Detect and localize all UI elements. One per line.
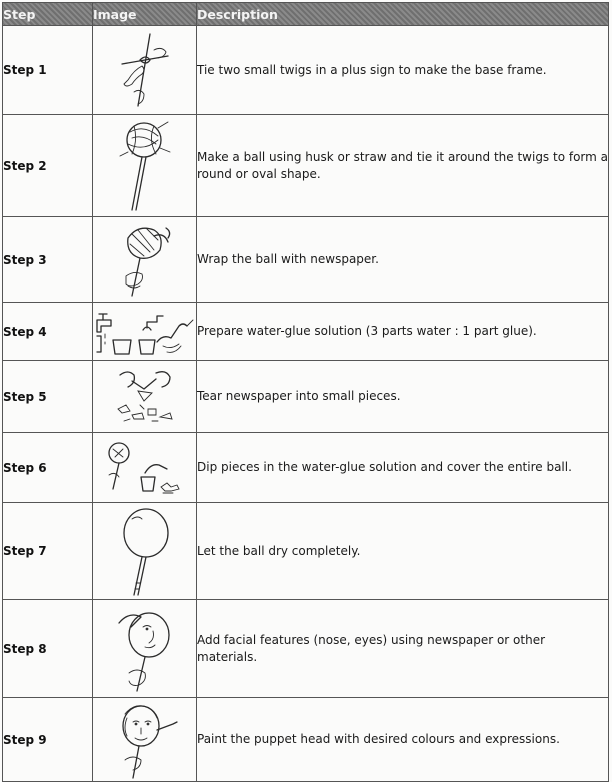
step-description: Paint the puppet head with desired colours and expressions. [197, 698, 609, 782]
table-row [3, 217, 609, 303]
step-label: Step 9 [3, 698, 93, 782]
step-description: Dip pieces in the water-glue solution and cover the entire ball. [197, 433, 609, 503]
step-description: Tear newspaper into small pieces. [197, 361, 609, 433]
step-image-cell [93, 698, 197, 782]
table-row [3, 698, 609, 782]
step-label: Step 3 [3, 217, 93, 303]
step-image-cell [93, 361, 197, 433]
step-label: Step 8 [3, 600, 93, 698]
water-glue-icon [93, 306, 197, 358]
step-label: Step 6 [3, 433, 93, 503]
table-row [3, 26, 609, 115]
table-header-row [3, 3, 609, 26]
step-label: Step 7 [3, 503, 93, 600]
step-image-cell [93, 433, 197, 503]
table-row [3, 503, 609, 600]
step-image-cell [93, 115, 197, 217]
table-row [3, 433, 609, 503]
step-image-cell [93, 26, 197, 115]
drying-ball-icon [110, 505, 180, 597]
step-label: Step 2 [3, 115, 93, 217]
step-image-cell [93, 503, 197, 600]
table-row [3, 303, 609, 361]
step-description: Add facial features (nose, eyes) using newspaper or other materials. [197, 600, 609, 698]
step-image-cell [93, 600, 197, 698]
header-description: Description [197, 3, 609, 26]
step-description: Tie two small twigs in a plus sign to make the base frame. [197, 26, 609, 115]
step-image-cell [93, 217, 197, 303]
step-description: Prepare water-glue solution (3 parts water : 1 part glue). [197, 303, 609, 361]
step-description: Let the ball dry completely. [197, 503, 609, 600]
table-row [3, 600, 609, 698]
dip-pieces-icon [105, 437, 185, 499]
puppet-steps-table [2, 2, 609, 782]
husk-ball-icon [110, 118, 180, 214]
twigs-cross-icon [110, 30, 180, 110]
header-image: Image [93, 3, 197, 26]
step-label: Step 5 [3, 361, 93, 433]
paint-head-icon [109, 700, 181, 780]
table-row [3, 361, 609, 433]
step-description: Wrap the ball with newspaper. [197, 217, 609, 303]
tear-paper-icon [110, 365, 180, 429]
table-row [3, 115, 609, 217]
facial-features-icon [109, 603, 181, 695]
step-label: Step 1 [3, 26, 93, 115]
step-label: Step 4 [3, 303, 93, 361]
header-step: Step [3, 3, 93, 26]
wrap-newspaper-icon [110, 220, 180, 300]
step-description: Make a ball using husk or straw and tie it around the twigs to form a round or oval shape. [197, 115, 609, 217]
step-image-cell [93, 303, 197, 361]
